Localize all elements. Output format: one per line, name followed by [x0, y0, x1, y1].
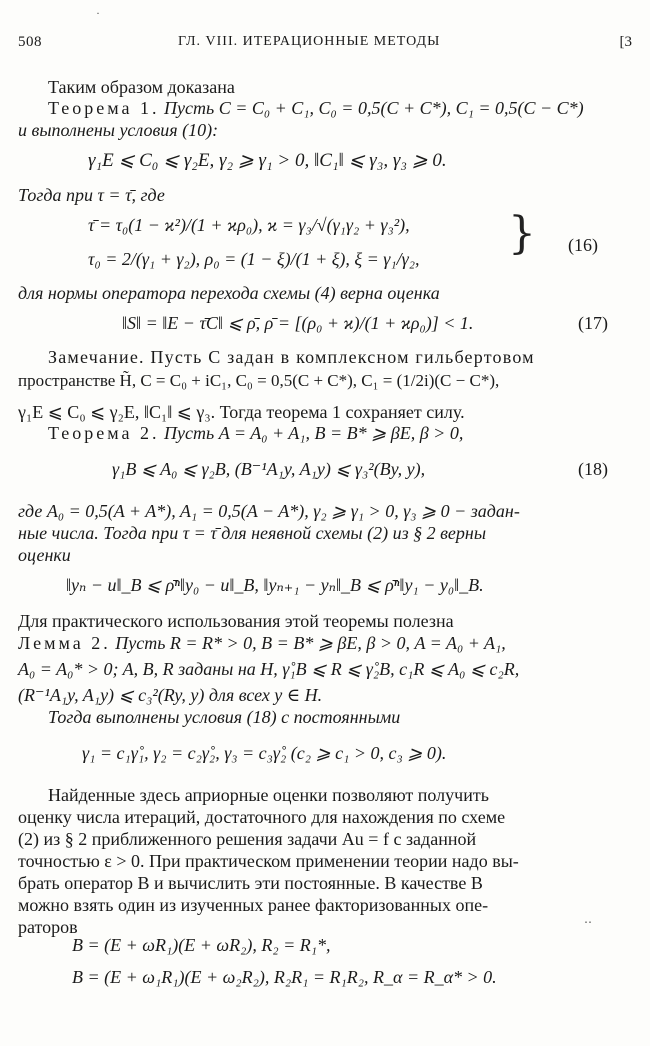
- equation-number-17: (17): [578, 313, 608, 333]
- print-speck: ·: [96, 6, 100, 20]
- formula-factorized-2: B = (E + ω₁R₁)(E + ω₂R₂), R₂R₁ = R₁R₂, R_α = R_α* > 0.: [72, 967, 497, 987]
- formula-conditions-18: γ₁B ⩽ A₀ ⩽ γ₂B, (B⁻¹A₁y, A₁y) ⩽ γ₃²(By, y),: [112, 459, 426, 479]
- text-line: Таким образом доказана: [48, 77, 235, 97]
- text-line: ные числа. Тогда при τ = τ̄ для неявной схемы (2) из § 2 верны: [18, 523, 487, 543]
- text-line: пространстве H̃, C = C₀ + iC₁, C₀ = 0,5(C + C*), C₁ = (1/2i)(C − C*),: [18, 371, 500, 390]
- text-line: A₀ = A₀* > 0; A, B, R заданы на H, γ̊₁B ⩽ R ⩽ γ̊₂B, c₁R ⩽ A₀ ⩽ c₂R,: [18, 659, 520, 679]
- equation-number-16: (16): [568, 235, 598, 255]
- text-line: Тогда выполнены условия (18) с постоянными: [48, 707, 401, 727]
- text-line: оценку числа итераций, достаточного для нахождения по схеме: [18, 807, 506, 827]
- lemma-statement: Пусть R = R* > 0, B = B* ⩾ βE, β > 0, A = A₀ + A₁,: [115, 633, 506, 653]
- formula-tau0: τ₀ = 2/(γ₁ + γ₂), ρ₀ = (1 − ξ)/(1 + ξ), ξ = γ₁/γ₂,: [88, 249, 420, 269]
- theorem-statement: Пусть C = C₀ + C₁, C₀ = 0,5(C + C*), C₁ = 0,5(C − C*): [164, 98, 584, 118]
- theorem-1: [48, 97, 584, 119]
- text-line: оценки: [18, 545, 71, 565]
- text-line: можно взять один из изученных ранее факторизованных опе-: [18, 895, 489, 915]
- text-line: раторов: [18, 917, 78, 937]
- text-line: γ₁E ⩽ C₀ ⩽ γ₂E, ‖C₁‖ ⩽ γ₃. Тогда теорема 1 сохраняет силу.: [18, 402, 465, 422]
- running-title: ГЛ. VIII. ИТЕРАЦИОННЫЕ МЕТОДЫ: [178, 34, 441, 49]
- text-line: Для практического использования этой теоремы полезна: [18, 611, 454, 631]
- page-number: 508: [18, 34, 42, 50]
- remark: Замечание. Пусть C задан в комплексном гильбертовом: [48, 347, 535, 367]
- running-header: [18, 34, 634, 54]
- text-line: для нормы оператора перехода схемы (4) верна оценка: [18, 283, 440, 303]
- theorem-label: Теорема 1.: [48, 98, 160, 118]
- text-line: и выполнены условия (10):: [18, 120, 219, 140]
- formula-norm-estimate: ‖S‖ = ‖E − τ̄C‖ ⩽ ρ̄, ρ̄ = [(ρ₀ + ϰ)/(1 + ϰρ₀)] < 1.: [122, 313, 474, 333]
- lemma-2: [18, 632, 506, 654]
- equation-number-18: (18): [578, 459, 608, 479]
- lemma-label: Лемма 2.: [18, 633, 111, 653]
- theorem-2: [48, 422, 463, 444]
- formula-conditions: γ₁E ⩽ C₀ ⩽ γ₂E, γ₂ ⩾ γ₁ > 0, ‖C₁‖ ⩽ γ₃, γ₃ ⩾ 0.: [88, 150, 447, 171]
- text-line: Найденные здесь априорные оценки позволяют получить: [48, 785, 489, 805]
- text-line: точностью ε > 0. При практическом применении теории надо вы-: [18, 851, 519, 871]
- formula-constants: γ₁ = c₁γ̊₁, γ₂ = c₂γ̊₂, γ₃ = c₃γ̊₂ (c₂ ⩾ c₁ > 0, c₃ ⩾ 0).: [82, 743, 447, 763]
- formula-tau: τ̄ = τ₀(1 − ϰ²)/(1 + ϰρ₀), ϰ = γ₃/√(γ₁γ₂ + γ₃²),: [88, 215, 410, 235]
- print-speck: ‥: [584, 912, 593, 926]
- right-brace: }: [508, 208, 536, 259]
- formula-convergence: ‖yₙ − u‖_B ⩽ ρ̄ⁿ‖y₀ − u‖_B, ‖yₙ₊₁ − yₙ‖_B ⩽ ρ̄ⁿ‖y₁ − y₀‖_B.: [66, 575, 484, 595]
- text-line: Тогда при τ = τ̄, где: [18, 185, 165, 205]
- text-line: где A₀ = 0,5(A + A*), A₁ = 0,5(A − A*), γ₂ ⩾ γ₁ > 0, γ₃ ⩾ 0 − задан-: [18, 501, 520, 521]
- theorem-statement: Пусть A = A₀ + A₁, B = B* ⩾ βE, β > 0,: [164, 423, 464, 443]
- theorem-label: Теорема 2.: [48, 423, 160, 443]
- section-marker: [3: [619, 34, 632, 50]
- formula-factorized-1: B = (E + ωR₁)(E + ωR₂), R₂ = R₁*,: [72, 935, 331, 955]
- text-line: брать оператор B и вычислить эти постоянные. В качестве B: [18, 873, 483, 893]
- text-line: (R⁻¹A₁y, A₁y) ⩽ c₃²(Ry, y) для всех y ∈ H.: [18, 685, 323, 705]
- text-line: (2) из § 2 приближенного решения задачи Au = f с заданной: [18, 829, 477, 849]
